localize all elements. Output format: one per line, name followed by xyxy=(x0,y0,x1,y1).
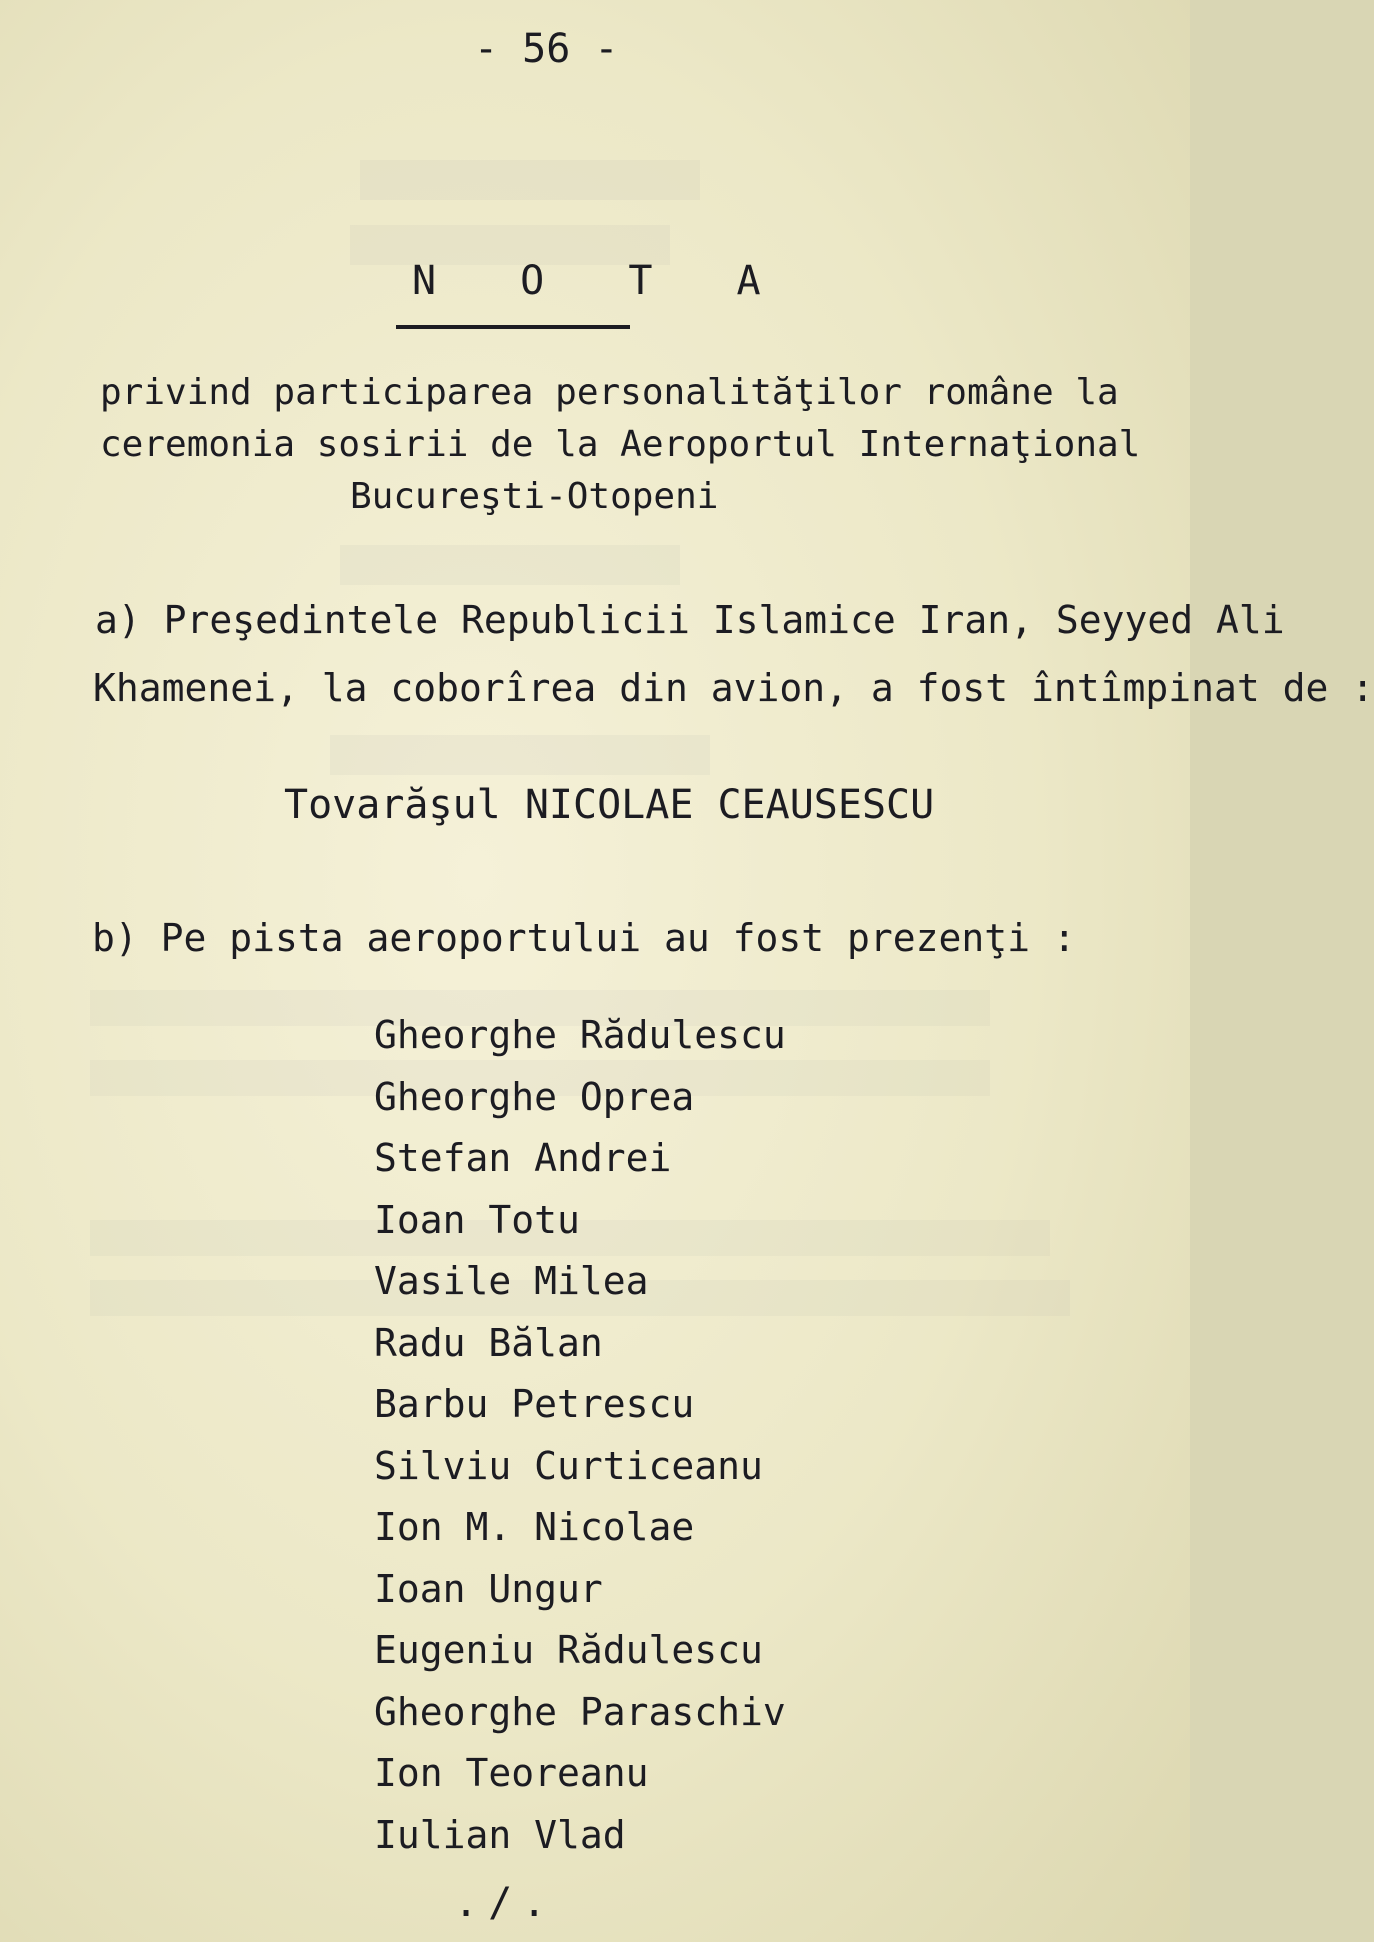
bleed-through-shadow xyxy=(340,545,680,585)
document-title: N O T A xyxy=(412,258,791,304)
attendee-name: Ioan Ungur xyxy=(374,1566,603,1611)
subtitle-line-2: ceremonia sosirii de la Aeroportul Internaţional xyxy=(100,424,1141,465)
attendee-name: Gheorghe Paraschiv xyxy=(374,1689,786,1734)
attendee-name: Gheorghe Oprea xyxy=(374,1074,695,1119)
attendee-name: Ioan Totu xyxy=(374,1197,580,1242)
attendee-name: Barbu Petrescu xyxy=(374,1382,695,1426)
continuation-mark: ./. xyxy=(454,1880,557,1926)
attendee-name: Radu Bălan xyxy=(374,1320,603,1365)
subtitle-line-1: privind participarea personalităţilor române la xyxy=(100,372,1119,413)
section-a-line-2: Khamenei, la coborîrea din avion, a fost întîmpinat de : xyxy=(93,666,1374,710)
title-underline xyxy=(396,325,630,329)
bleed-through-shadow xyxy=(330,735,710,775)
attendee-name: Gheorghe Rădulescu xyxy=(374,1013,786,1057)
greeter-name: Tovarăşul NICOLAE CEAUSESCU xyxy=(284,782,935,828)
attendee-name: Ion Teoreanu xyxy=(374,1751,649,1795)
attendee-name: Iulian Vlad xyxy=(374,1812,626,1857)
bleed-through-shadow xyxy=(360,160,700,200)
subtitle-line-3: Bucureşti-Otopeni xyxy=(350,476,719,517)
attendee-name: Ion M. Nicolae xyxy=(374,1505,695,1549)
section-b-heading: b) Pe pista aeroportului au fost prezenţi : xyxy=(92,916,1076,960)
attendee-name: Stefan Andrei xyxy=(374,1136,672,1180)
attendee-list xyxy=(374,1005,786,1866)
section-a-line-1: a) Preşedintele Republicii Islamice Iran, Seyyed Ali xyxy=(95,598,1285,642)
page-number: - 56 - xyxy=(474,26,619,72)
attendee-name: Eugeniu Rădulescu xyxy=(374,1628,763,1672)
attendee-name: Silviu Curticeanu xyxy=(374,1443,763,1488)
attendee-name: Vasile Milea xyxy=(374,1259,649,1303)
